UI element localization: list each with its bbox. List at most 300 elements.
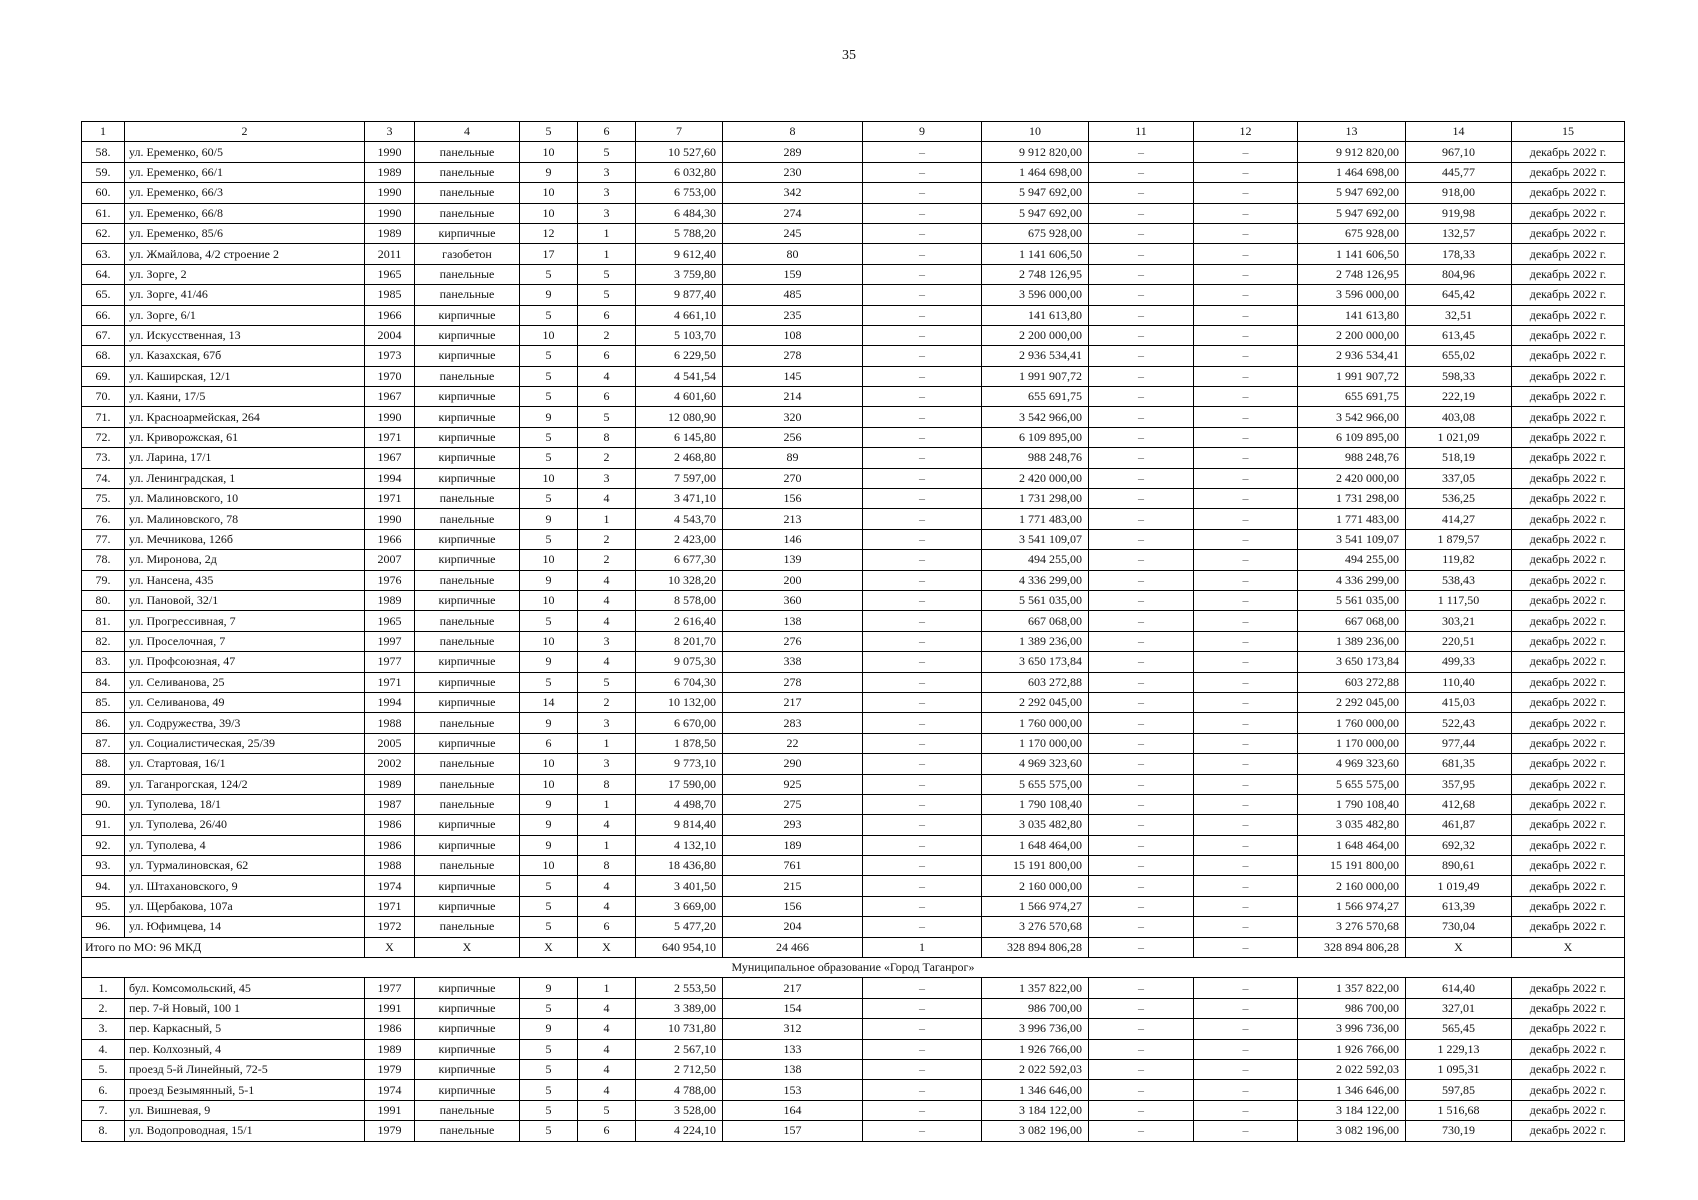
table-cell: – [1089,713,1194,733]
table-cell: 1 771 483,00 [982,509,1089,529]
table-cell: проезд 5-й Линейный, 72-5 [125,1059,365,1079]
table-row [82,835,1625,855]
table-cell: – [863,142,982,162]
table-cell: 1988 [365,856,415,876]
table-cell: 84. [82,672,125,692]
table-cell: 412,68 [1406,794,1512,814]
table-cell: декабрь 2022 г. [1512,1100,1625,1120]
table-cell: 675 928,00 [982,223,1089,243]
table-cell: 9 [520,835,578,855]
table-cell: 1 648 464,00 [1298,835,1406,855]
table-cell: 59. [82,162,125,182]
table-cell: 6 [578,387,636,407]
table-cell: декабрь 2022 г. [1512,468,1625,488]
table-cell: 17 590,00 [636,774,723,794]
table-cell: 4 [578,1080,636,1100]
table-cell: 5 [520,366,578,386]
table-cell: – [1089,162,1194,182]
table-cell: 1989 [365,590,415,610]
table-cell: кирпичные [415,652,520,672]
table-cell: 78. [82,550,125,570]
table-cell: 1 566 974,27 [982,896,1089,916]
table-cell: X [520,937,578,957]
table-cell: декабрь 2022 г. [1512,1059,1625,1079]
table-cell: 1971 [365,672,415,692]
table-cell: 10 731,80 [636,1019,723,1039]
table-cell: 32,51 [1406,305,1512,325]
table-cell: 403,08 [1406,407,1512,427]
table-cell: 2 160 000,00 [1298,876,1406,896]
table-cell: ул. Турмалиновская, 62 [125,856,365,876]
table-cell: кирпичные [415,305,520,325]
table-cell: 3 542 966,00 [982,407,1089,427]
table-cell: 3 759,80 [636,264,723,284]
table-cell: 1986 [365,815,415,835]
table-cell: 2004 [365,325,415,345]
table-cell: кирпичные [415,1080,520,1100]
table-cell: 3 541 109,07 [1298,529,1406,549]
table-cell: 655 691,75 [982,387,1089,407]
table-cell: 10 [520,774,578,794]
table-cell: декабрь 2022 г. [1512,162,1625,182]
table-cell: – [863,509,982,529]
table-cell: – [1194,427,1298,447]
table-cell: 91. [82,815,125,835]
table-row [82,1059,1625,1079]
table-cell: декабрь 2022 г. [1512,142,1625,162]
table-cell: 1986 [365,835,415,855]
table-cell: 5 [520,1039,578,1059]
table-cell: – [1194,489,1298,509]
table-cell: – [863,529,982,549]
table-cell: 9 877,40 [636,285,723,305]
table-cell: 5 [578,407,636,427]
table-cell: 597,85 [1406,1080,1512,1100]
table-cell: 1 021,09 [1406,427,1512,447]
table-cell: 667 068,00 [1298,611,1406,631]
table-cell: ул. Юфимцева, 14 [125,917,365,937]
table-cell: 13 [1298,122,1406,142]
total-row [82,937,1625,957]
table-cell: панельные [415,142,520,162]
table-cell: панельные [415,203,520,223]
table-cell: – [1194,1121,1298,1141]
table-cell: 12 [520,223,578,243]
table-cell: 494 255,00 [982,550,1089,570]
table-row [82,509,1625,529]
table-cell: – [1194,978,1298,998]
table-cell: ул. Еременко, 60/5 [125,142,365,162]
table-cell: бул. Комсомольский, 45 [125,978,365,998]
table-cell: – [1194,162,1298,182]
table-cell: 1990 [365,183,415,203]
table-cell: 63. [82,244,125,264]
table-cell: – [863,815,982,835]
table-cell: 357,95 [1406,774,1512,794]
table-cell: 9 [520,978,578,998]
table-cell: – [1194,570,1298,590]
table-cell: – [1194,448,1298,468]
table-cell: – [863,692,982,712]
table-cell: 565,45 [1406,1019,1512,1039]
table-cell: 5 947 692,00 [982,203,1089,223]
table-row [82,142,1625,162]
table-cell: 4 336 299,00 [982,570,1089,590]
table-cell: 5 103,70 [636,325,723,345]
table-cell: 3 035 482,80 [1298,815,1406,835]
table-cell: 538,43 [1406,570,1512,590]
table-cell: 1997 [365,631,415,651]
table-cell: декабрь 2022 г. [1512,407,1625,427]
table-cell: 2 292 045,00 [1298,692,1406,712]
table-cell: панельные [415,794,520,814]
table-cell: декабрь 2022 г. [1512,223,1625,243]
table-cell: 10 [520,325,578,345]
table-cell: 68. [82,346,125,366]
table-cell: 2 712,50 [636,1059,723,1079]
table-cell: 6 109 895,00 [1298,427,1406,447]
table-cell: декабрь 2022 г. [1512,733,1625,753]
table-cell: 5 [578,142,636,162]
table-cell: – [863,794,982,814]
table-cell: декабрь 2022 г. [1512,305,1625,325]
table-cell: 138 [723,1059,863,1079]
table-cell: 5 947 692,00 [982,183,1089,203]
table-cell: 5 [520,611,578,631]
table-cell: 967,10 [1406,142,1512,162]
table-cell: – [1089,876,1194,896]
table-cell: кирпичные [415,672,520,692]
table-cell: 8 201,70 [636,631,723,651]
table-cell: ул. Пановой, 32/1 [125,590,365,610]
table-cell: декабрь 2022 г. [1512,264,1625,284]
table-cell: 289 [723,142,863,162]
table-cell: 640 954,10 [636,937,723,957]
table-cell: 2. [82,998,125,1018]
table-cell: 86. [82,713,125,733]
table-cell: – [1089,448,1194,468]
table-cell: 3 596 000,00 [1298,285,1406,305]
table-cell: 4 [578,489,636,509]
table-cell: – [1089,489,1194,509]
table-cell: 276 [723,631,863,651]
table-cell: кирпичные [415,387,520,407]
table-row [82,346,1625,366]
table-cell: кирпичные [415,529,520,549]
table-cell: 270 [723,468,863,488]
table-cell: – [1194,652,1298,672]
table-cell: декабрь 2022 г. [1512,978,1625,998]
table-cell: декабрь 2022 г. [1512,652,1625,672]
table-cell: 9 [520,713,578,733]
table-cell: 235 [723,305,863,325]
table-cell: ул. Криворожская, 61 [125,427,365,447]
table-cell: ул. Стартовая, 16/1 [125,754,365,774]
table-cell: 4 541,54 [636,366,723,386]
table-cell: декабрь 2022 г. [1512,692,1625,712]
table-cell: 1 878,50 [636,733,723,753]
table-cell: 603 272,88 [1298,672,1406,692]
table-cell: 5 [520,489,578,509]
table-cell: – [1194,672,1298,692]
table-cell: 4. [82,1039,125,1059]
table-cell: 1985 [365,285,415,305]
table-cell: 5 [520,876,578,896]
table-cell: ул. Красноармейская, 264 [125,407,365,427]
table-cell: – [1089,223,1194,243]
table-row [82,325,1625,345]
table-cell: 2005 [365,733,415,753]
table-cell: 6 229,50 [636,346,723,366]
table-cell: декабрь 2022 г. [1512,774,1625,794]
table-cell: 312 [723,1019,863,1039]
housing-register-table [81,121,1625,1142]
table-cell: – [863,448,982,468]
table-cell: – [1089,978,1194,998]
table-cell: 73. [82,448,125,468]
table-cell: 5 561 035,00 [982,590,1089,610]
table-row [82,427,1625,447]
table-cell: 1971 [365,427,415,447]
table-cell: 3 389,00 [636,998,723,1018]
table-cell: 3 596 000,00 [982,285,1089,305]
table-cell: 320 [723,407,863,427]
table-row [82,1019,1625,1039]
table-cell: – [1194,366,1298,386]
table-cell: 5 [520,1080,578,1100]
table-cell: 3 [578,183,636,203]
table-cell: 1 464 698,00 [982,162,1089,182]
table-cell: 10 [520,142,578,162]
table-cell: 5 947 692,00 [1298,203,1406,223]
table-cell: 8. [82,1121,125,1141]
table-cell: 278 [723,672,863,692]
table-cell: декабрь 2022 г. [1512,325,1625,345]
table-cell: ул. Еременко, 66/8 [125,203,365,223]
table-cell: проезд Безымянный, 5-1 [125,1080,365,1100]
table-cell: панельные [415,611,520,631]
table-cell: 10 [520,468,578,488]
table-cell: 108 [723,325,863,345]
table-cell: панельные [415,366,520,386]
table-cell: 9 [520,815,578,835]
table-cell: 80 [723,244,863,264]
table-cell: 5 [520,1059,578,1079]
table-cell: – [1194,917,1298,937]
table-cell: 4 [415,122,520,142]
table-cell: – [863,285,982,305]
table-cell: – [1194,876,1298,896]
table-cell: 156 [723,489,863,509]
table-cell: 4 224,10 [636,1121,723,1141]
table-cell: ул. Искусственная, 13 [125,325,365,345]
table-cell: X [415,937,520,957]
table-cell: 1 389 236,00 [982,631,1089,651]
table-cell: – [1089,672,1194,692]
table-cell: ул. Ленинградская, 1 [125,468,365,488]
table-cell: 3 542 966,00 [1298,407,1406,427]
table-cell: 4 [578,1019,636,1039]
table-cell: – [863,305,982,325]
table-cell: 3 082 196,00 [982,1121,1089,1141]
table-cell: 24 466 [723,937,863,957]
table-cell: – [1089,631,1194,651]
table-cell: 10 132,00 [636,692,723,712]
table-cell: 217 [723,978,863,998]
table-cell: 145 [723,366,863,386]
table-cell: 58. [82,142,125,162]
table-cell: 1 790 108,40 [1298,794,1406,814]
table-cell: 9 075,30 [636,652,723,672]
table-cell: 245 [723,223,863,243]
table-cell: 328 894 806,28 [982,937,1089,957]
table-cell: – [1089,1039,1194,1059]
table-cell: кирпичные [415,733,520,753]
table-cell: 1990 [365,142,415,162]
table-cell: 85. [82,692,125,712]
table-cell: – [863,774,982,794]
table-cell: – [1089,794,1194,814]
table-cell: 3 541 109,07 [982,529,1089,549]
table-cell: 133 [723,1039,863,1059]
table-cell: – [1089,835,1194,855]
table-cell: – [863,1019,982,1039]
table-cell: 4 [578,896,636,916]
table-cell: 9 773,10 [636,754,723,774]
table-cell: 8 [578,427,636,447]
table-cell: 81. [82,611,125,631]
table-cell: 88. [82,754,125,774]
table-cell: 2 292 045,00 [982,692,1089,712]
table-cell: 5 788,20 [636,223,723,243]
table-cell: 761 [723,856,863,876]
table-cell: 3 276 570,68 [1298,917,1406,937]
table-cell: 83. [82,652,125,672]
table-cell: ул. Еременко, 85/6 [125,223,365,243]
table-cell: 9 [520,794,578,814]
table-cell: кирпичные [415,550,520,570]
table-cell: 1 991 907,72 [982,366,1089,386]
table-cell: 5 [578,672,636,692]
table-cell: – [863,427,982,447]
table-cell: – [1089,142,1194,162]
table-cell: 8 [723,122,863,142]
table-cell: 1 648 464,00 [982,835,1089,855]
table-cell: 12 [1194,122,1298,142]
table-cell: 60. [82,183,125,203]
table-cell: 74. [82,468,125,488]
table-cell: 2 936 534,41 [982,346,1089,366]
table-cell: – [1089,590,1194,610]
table-cell: – [1194,550,1298,570]
table-cell: 4 661,10 [636,305,723,325]
table-cell: 14 [520,692,578,712]
table-cell: 485 [723,285,863,305]
table-cell: 1971 [365,896,415,916]
table-cell: 1 [82,122,125,142]
table-cell: – [1194,509,1298,529]
table-cell: 2 936 534,41 [1298,346,1406,366]
table-cell: – [1089,427,1194,447]
table-cell: 4 [578,366,636,386]
table-cell: 522,43 [1406,713,1512,733]
table-cell: 6 [578,346,636,366]
page-number: 35 [842,48,856,63]
table-cell: 2 748 126,95 [1298,264,1406,284]
table-cell: 4 969 323,60 [1298,754,1406,774]
table-cell: декабрь 2022 г. [1512,366,1625,386]
table-cell: ул. Жмайлова, 4/2 строение 2 [125,244,365,264]
table-cell: 4 [578,611,636,631]
table-cell: 3. [82,1019,125,1039]
table-cell: 1 [578,244,636,264]
table-cell: – [863,162,982,182]
table-cell: 4 [578,876,636,896]
table-cell: панельные [415,774,520,794]
table-cell: 18 436,80 [636,856,723,876]
table-cell: ул. Туполева, 4 [125,835,365,855]
table-cell: 614,40 [1406,978,1512,998]
table-cell: 12 080,90 [636,407,723,427]
table-cell: 72. [82,427,125,447]
table-cell: 66. [82,305,125,325]
table-cell: 5 [520,448,578,468]
table-cell: 1 790 108,40 [982,794,1089,814]
table-cell: 10 [520,754,578,774]
table-cell: 4 [578,1039,636,1059]
table-cell: 5 [520,1121,578,1141]
table-cell: 5 [520,1100,578,1120]
table-cell: кирпичные [415,896,520,916]
table-cell: 2 [578,692,636,712]
table-cell: ул. Водопроводная, 15/1 [125,1121,365,1141]
table-cell: ул. Каяни, 17/5 [125,387,365,407]
table-cell: 9 [520,1019,578,1039]
table-cell: 499,33 [1406,652,1512,672]
table-cell: 3 401,50 [636,876,723,896]
table-cell: ул. Туполева, 18/1 [125,794,365,814]
table-cell: 3 184 122,00 [982,1100,1089,1120]
table-row [82,631,1625,651]
table-cell: 681,35 [1406,754,1512,774]
table-cell: 2 567,10 [636,1039,723,1059]
table-cell: – [1194,1019,1298,1039]
table-header-row [82,122,1625,142]
table-row [82,387,1625,407]
table-row [82,203,1625,223]
table-cell: X [1406,937,1512,957]
table-cell: 2 022 592,03 [1298,1059,1406,1079]
table-cell: – [1194,203,1298,223]
table-cell: – [1194,815,1298,835]
table-cell: 1 357 822,00 [1298,978,1406,998]
table-cell: – [863,1039,982,1059]
table-cell: 5 655 575,00 [1298,774,1406,794]
table-row [82,529,1625,549]
table-cell: 1 464 698,00 [1298,162,1406,182]
table-cell: – [863,652,982,672]
table-cell: 3 276 570,68 [982,917,1089,937]
table-cell: 3 996 736,00 [1298,1019,1406,1039]
table-cell: 925 [723,774,863,794]
table-cell: 1994 [365,468,415,488]
table-cell: панельные [415,285,520,305]
table-cell: 1 117,50 [1406,590,1512,610]
table-cell: декабрь 2022 г. [1512,1039,1625,1059]
table-cell: 1970 [365,366,415,386]
table-cell: 6 484,30 [636,203,723,223]
table-row [82,1121,1625,1141]
